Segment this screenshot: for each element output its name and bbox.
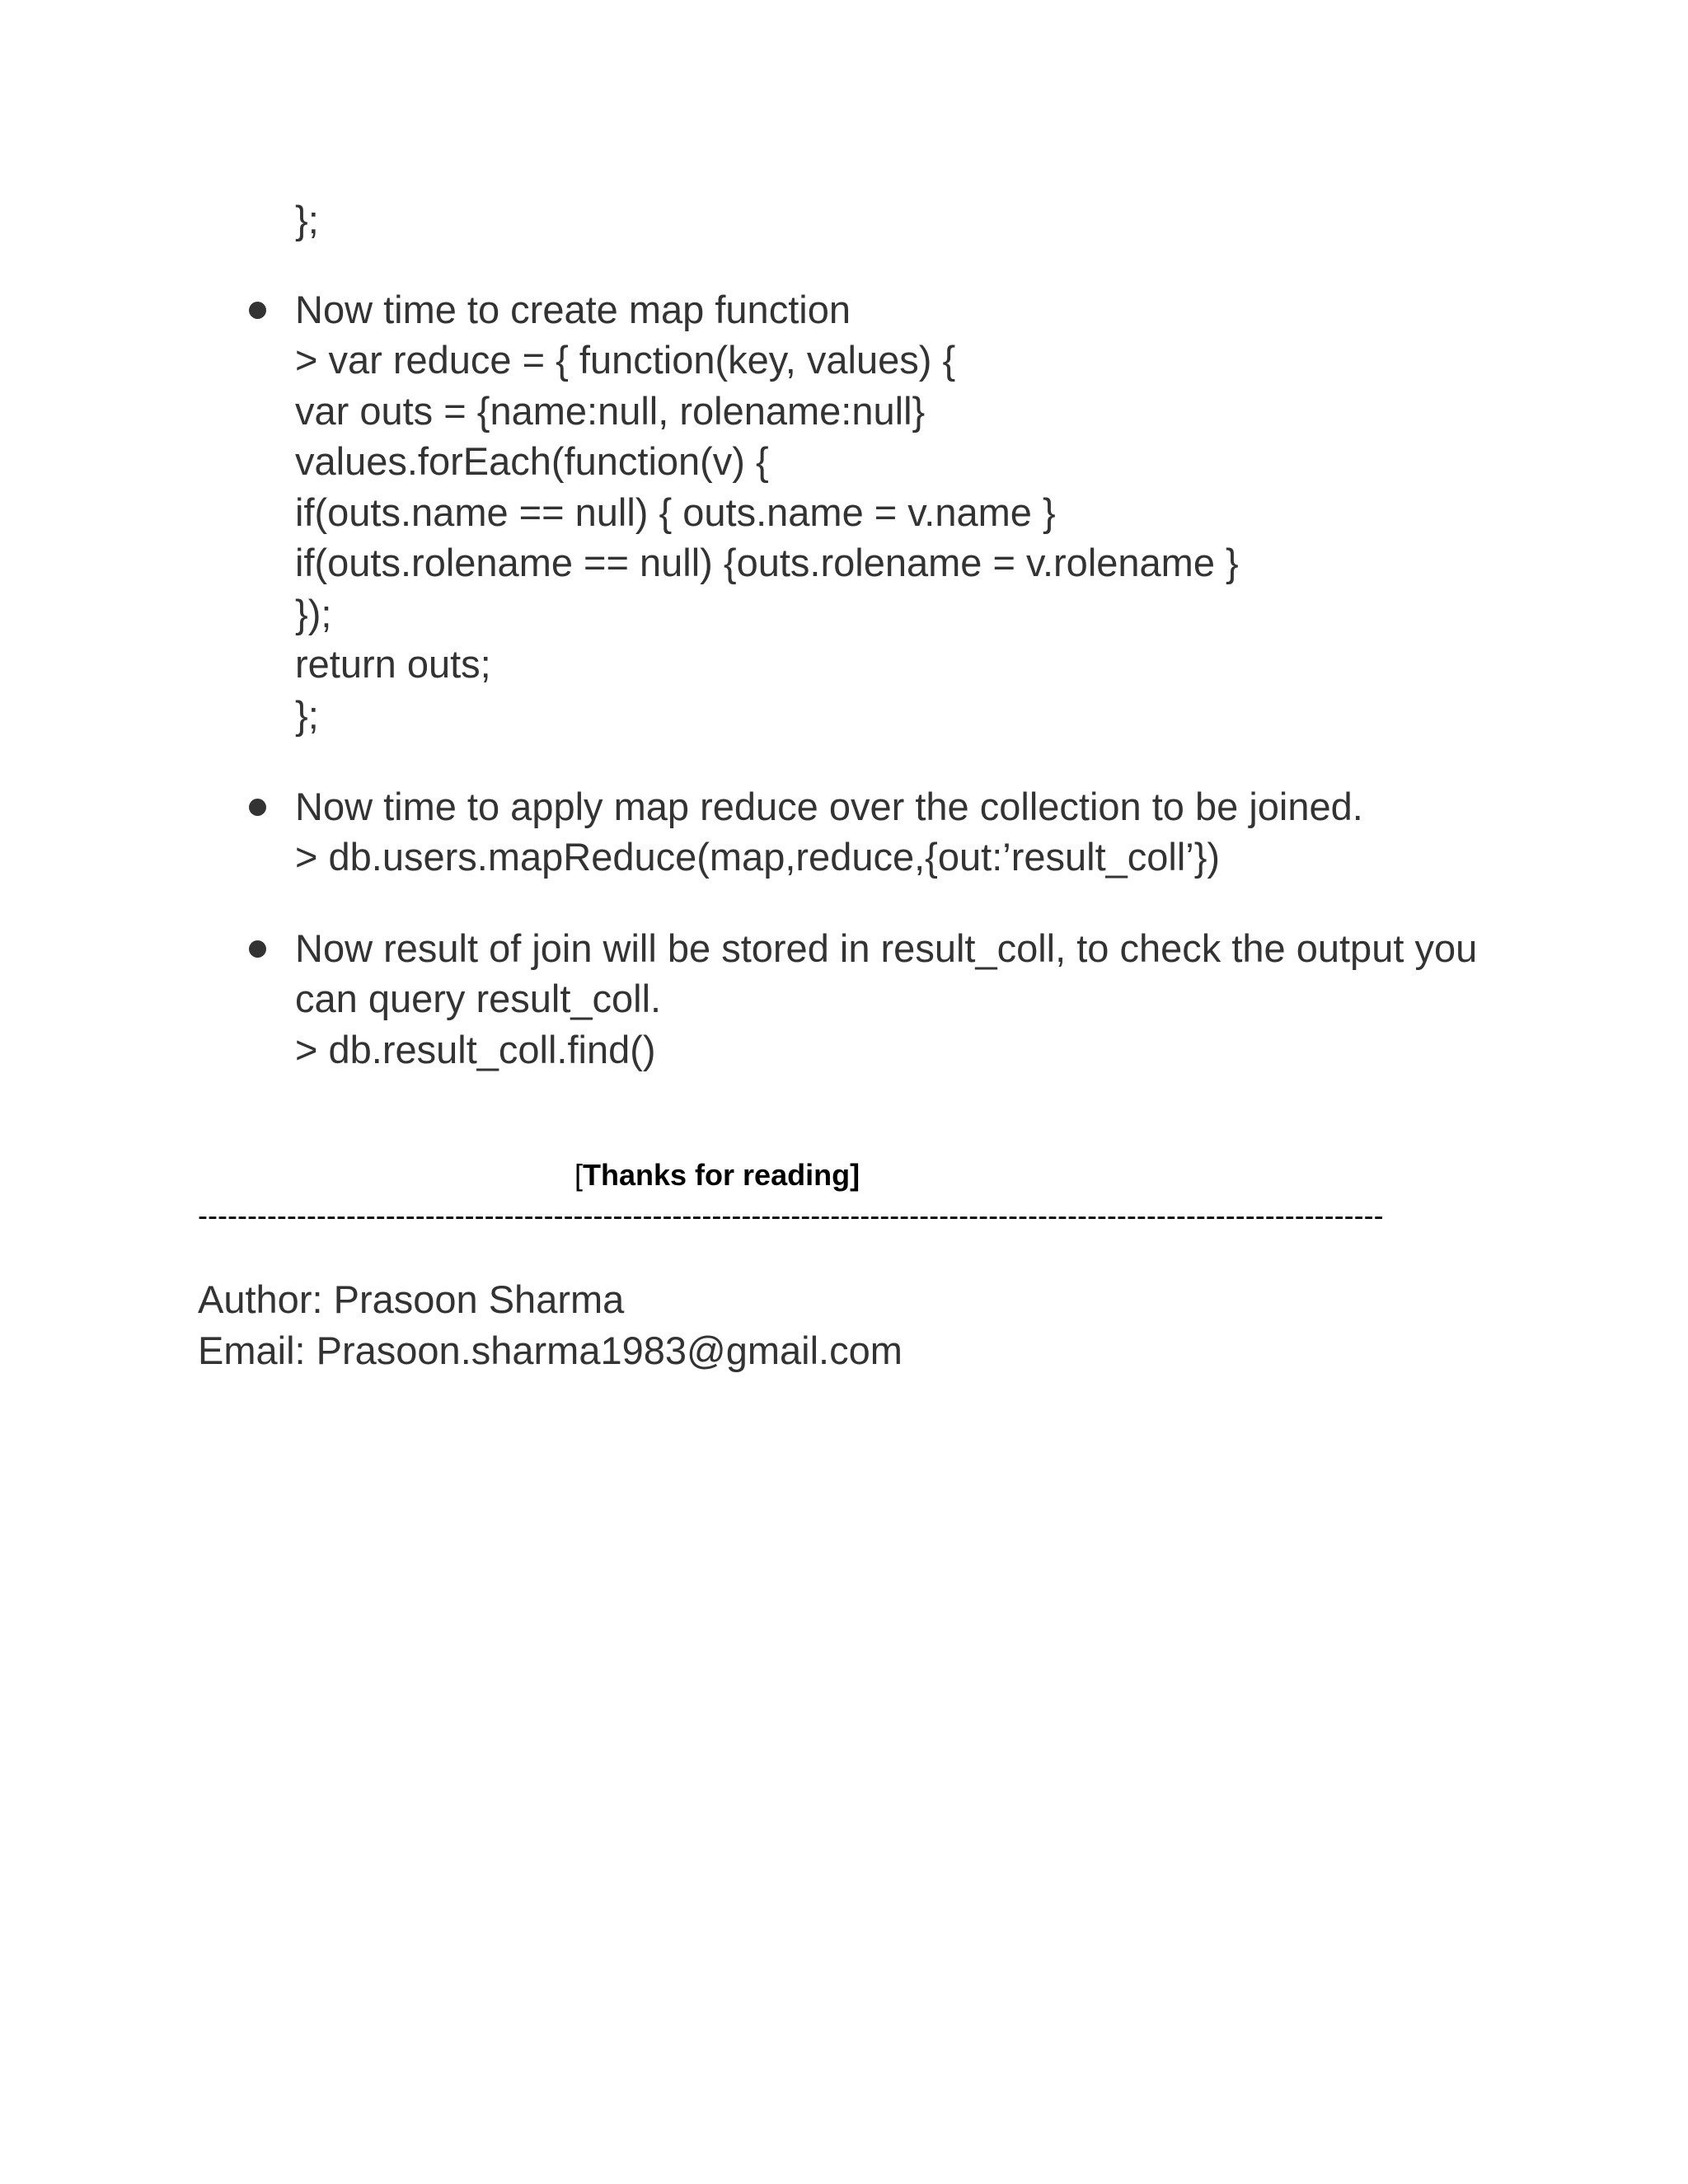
list-item-text: Now time to create map function bbox=[295, 288, 851, 331]
code-line: }; bbox=[295, 693, 319, 737]
code-line: > db.users.mapReduce(map,reduce,{out:’result_coll’}) bbox=[295, 835, 1221, 879]
code-line: values.forEach(function(v) { bbox=[295, 439, 769, 483]
divider-line: ------------------------------------------------------------------------------------------------------------------------ bbox=[198, 1198, 1384, 1232]
email-line: Email: Prasoon.sharma1983@gmail.com bbox=[198, 1329, 903, 1372]
thanks-text: Thanks for reading] bbox=[583, 1158, 860, 1192]
code-closing-line: }; bbox=[295, 198, 319, 241]
code-line: > db.result_coll.find() bbox=[295, 1028, 656, 1071]
author-line: Author: Prasoon Sharma bbox=[198, 1277, 625, 1321]
code-line: }); bbox=[295, 592, 332, 635]
bullet-icon bbox=[249, 302, 266, 319]
bullet-icon bbox=[249, 799, 266, 816]
code-line: > var reduce = { function(key, values) { bbox=[295, 338, 956, 382]
thanks-note bbox=[574, 1155, 860, 1195]
code-line: if(outs.name == null) { outs.name = v.name } bbox=[295, 490, 1056, 534]
bullet-icon bbox=[249, 940, 266, 958]
list-item-text: Now time to apply map reduce over the collection to be joined. bbox=[295, 785, 1363, 828]
list-item-text: Now result of join will be stored in result_coll, to check the output you bbox=[295, 926, 1478, 970]
code-line: var outs = {name:null, rolename:null} bbox=[295, 389, 926, 433]
code-line: if(outs.rolename == null) {outs.rolename = v.rolename } bbox=[295, 541, 1239, 584]
code-line: return outs; bbox=[295, 642, 491, 686]
list-item-text: can query result_coll. bbox=[295, 977, 662, 1020]
thanks-bracket: [ bbox=[574, 1158, 584, 1192]
